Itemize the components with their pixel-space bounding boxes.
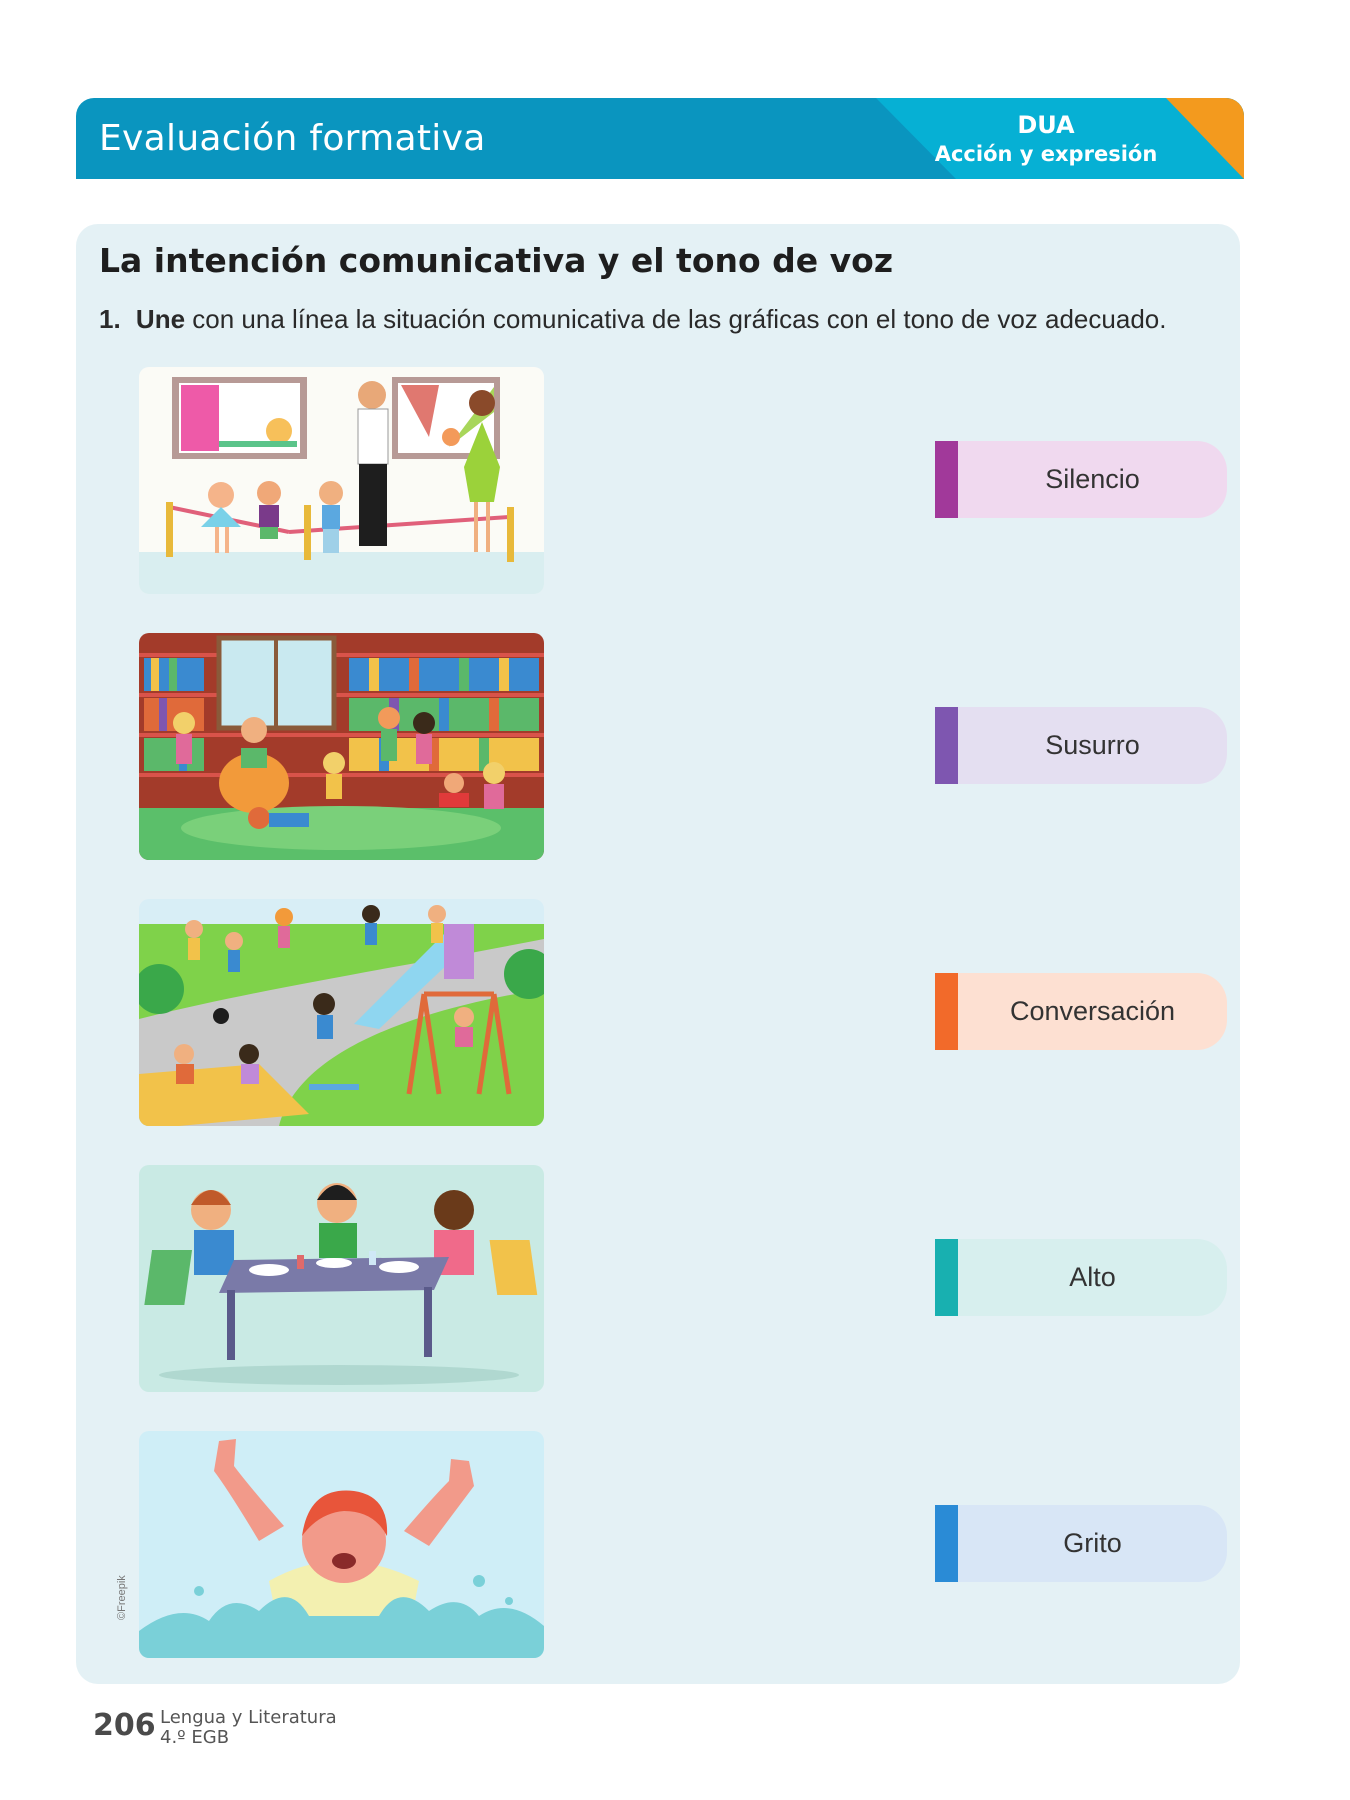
section-banner bbox=[76, 98, 1244, 179]
subject-name: Lengua y Literatura bbox=[160, 1707, 337, 1728]
page-number: 206 bbox=[93, 1708, 156, 1743]
label-text: Alto bbox=[958, 1239, 1227, 1316]
label-text: Silencio bbox=[958, 441, 1227, 518]
label-bar bbox=[935, 441, 958, 518]
label-bar bbox=[935, 707, 958, 784]
label-bar bbox=[935, 1505, 958, 1582]
instruction-verb: Une bbox=[135, 304, 186, 334]
dua-badge-subtitle: Acción y expresión bbox=[934, 142, 1158, 166]
label-text: Grito bbox=[958, 1505, 1227, 1582]
label-text: Conversación bbox=[958, 973, 1227, 1050]
library-scene-image bbox=[139, 633, 544, 860]
instruction-text: con una línea la situación comunicativa de las gráficas con el tono de voz adecuado. bbox=[192, 304, 1167, 334]
instruction-number: 1. bbox=[99, 304, 121, 334]
label-susurro[interactable] bbox=[935, 707, 1227, 784]
section-title: La intención comunicativa y el tono de voz bbox=[99, 241, 894, 280]
instruction bbox=[99, 304, 1219, 335]
lunch-table-scene-image bbox=[139, 1165, 544, 1392]
label-alto[interactable] bbox=[935, 1239, 1227, 1316]
label-conversacion[interactable] bbox=[935, 973, 1227, 1050]
exercise-panel bbox=[76, 224, 1240, 1684]
playground-scene-image bbox=[139, 899, 544, 1126]
label-text: Susurro bbox=[958, 707, 1227, 784]
grade-level: 4.º EGB bbox=[160, 1727, 230, 1748]
dua-badge-title: DUA bbox=[1017, 111, 1075, 139]
banner-title: Evaluación formativa bbox=[99, 118, 486, 159]
footer-subject bbox=[160, 1708, 337, 1748]
museum-scene-image bbox=[139, 367, 544, 594]
label-silencio[interactable] bbox=[935, 441, 1227, 518]
image-credit: ©Freepik bbox=[116, 1575, 128, 1620]
label-bar bbox=[935, 973, 958, 1050]
drowning-child-scene-image bbox=[139, 1431, 544, 1658]
label-grito[interactable] bbox=[935, 1505, 1227, 1582]
label-bar bbox=[935, 1239, 958, 1316]
